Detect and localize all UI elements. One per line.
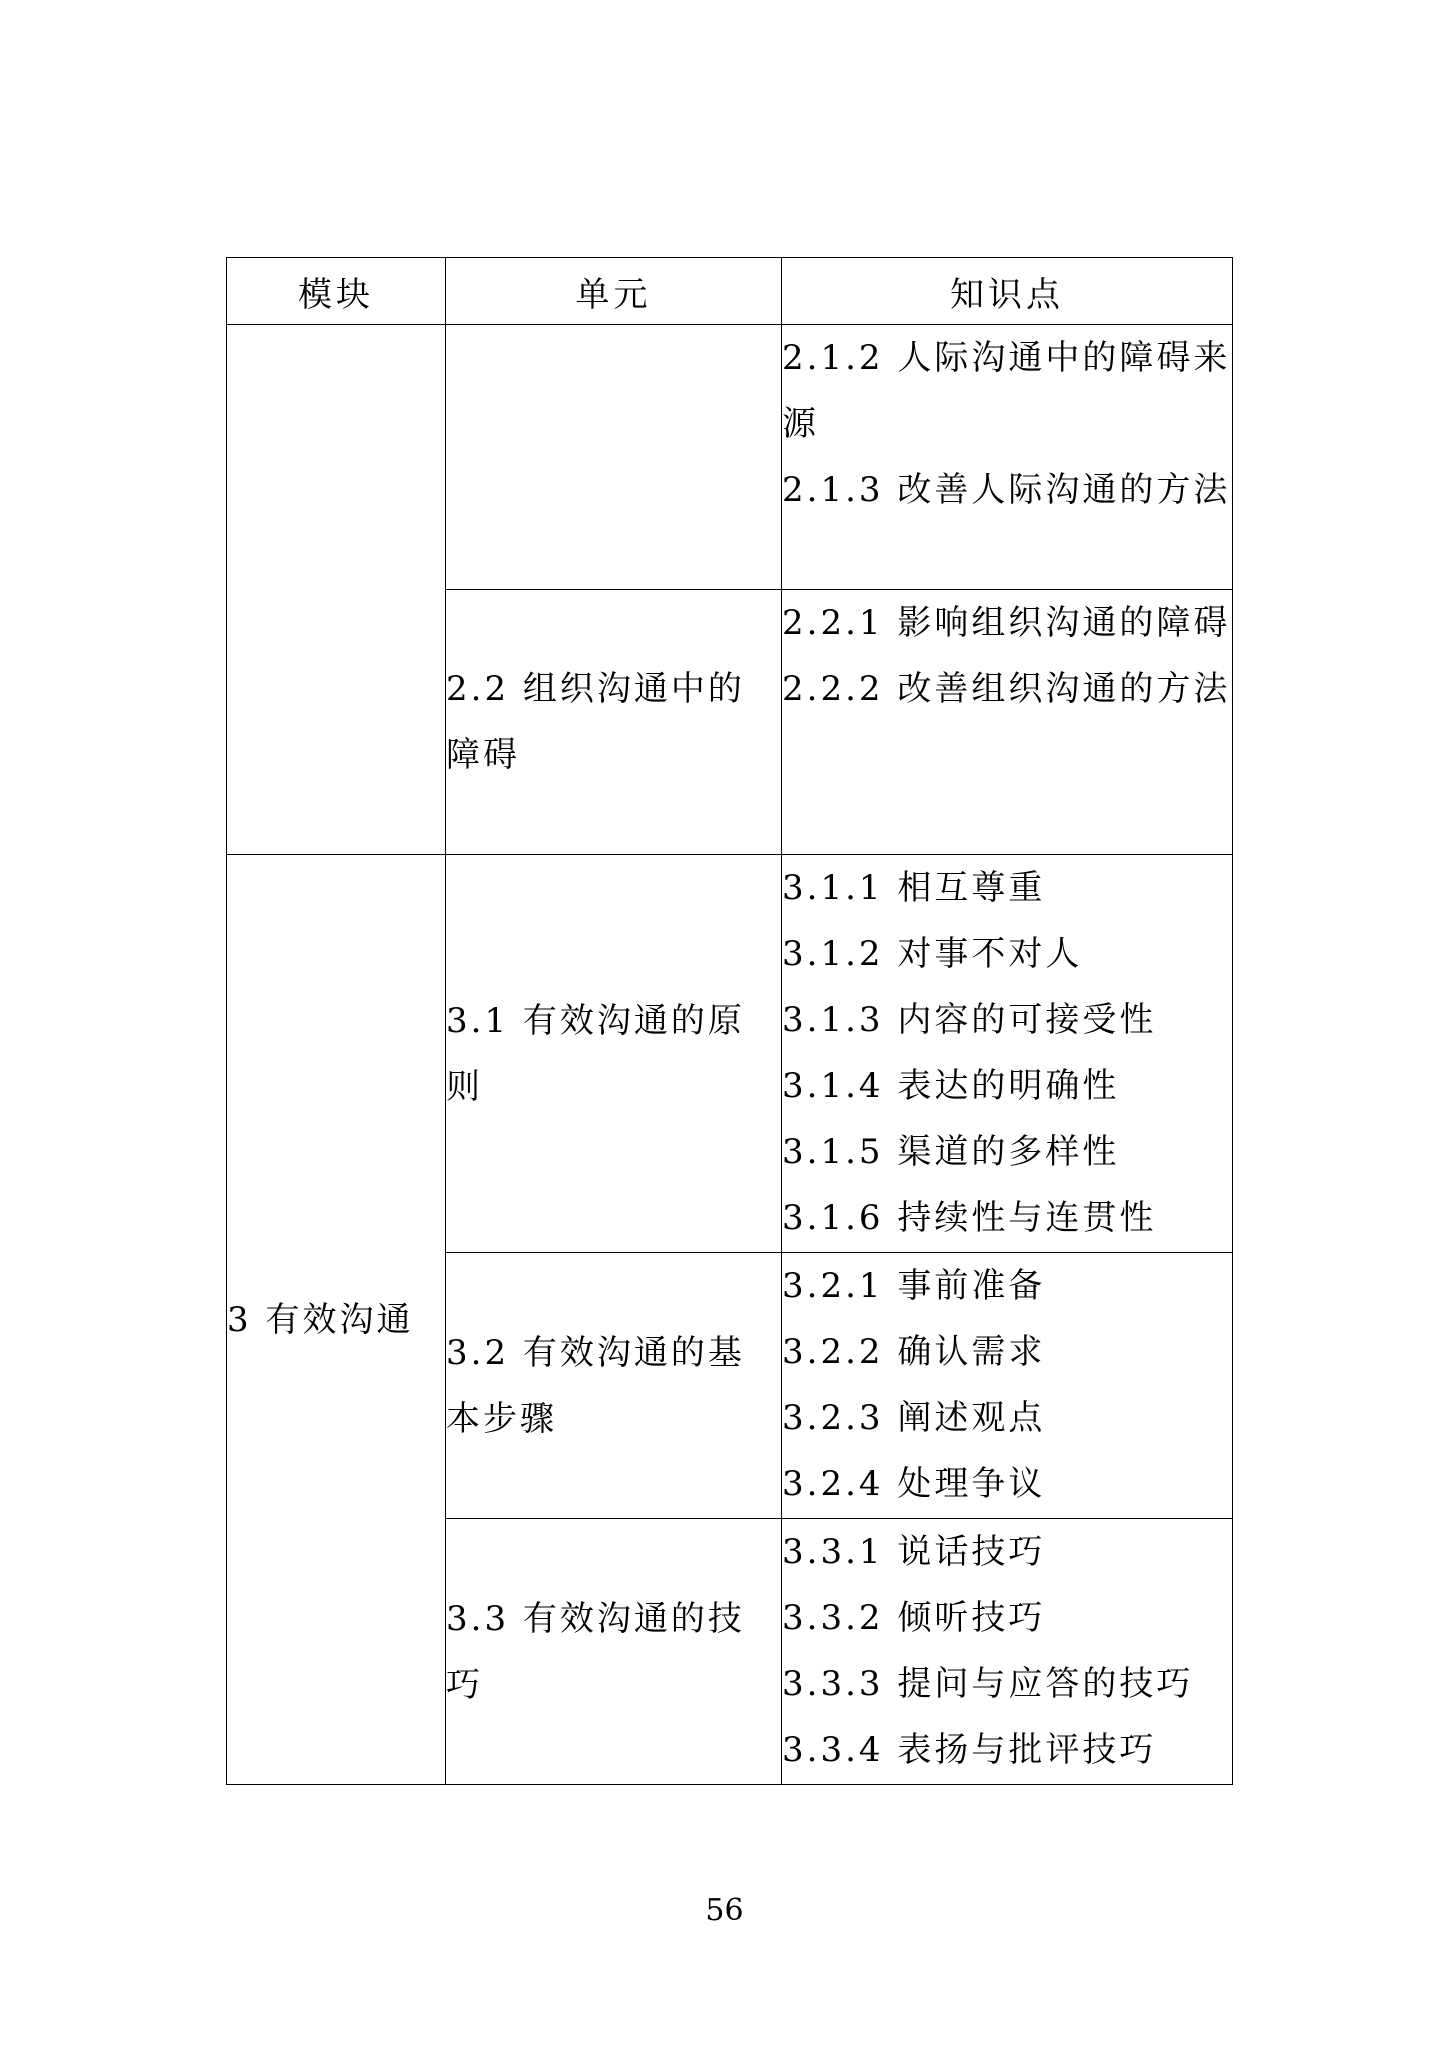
knowledge-point: 2.2.1 影响组织沟通的障碍 xyxy=(782,603,1231,643)
table-header-row xyxy=(227,258,1233,325)
unit-cell xyxy=(446,1519,782,1785)
curriculum-table xyxy=(226,257,1233,1785)
knowledge-point: 3.2.4 处理争议 xyxy=(782,1464,1046,1504)
header-unit: 单元 xyxy=(446,258,782,325)
knowledge-point: 3.3.2 倾听技巧 xyxy=(782,1598,1046,1638)
knowledge-point: 3.3.1 说话技巧 xyxy=(782,1532,1046,1572)
unit-cell-continued xyxy=(446,325,782,590)
knowledge-point: 3.3.3 提问与应答的技巧 xyxy=(782,1664,1194,1704)
knowledge-cell xyxy=(782,325,1233,590)
knowledge-point: 3.1.6 持续性与连贯性 xyxy=(782,1198,1157,1238)
knowledge-point: 3.2.3 阐述观点 xyxy=(782,1398,1046,1438)
knowledge-point: 3.3.4 表扬与批评技巧 xyxy=(782,1730,1157,1770)
knowledge-cell xyxy=(782,590,1233,855)
table-row xyxy=(227,325,1233,590)
header-knowledge: 知识点 xyxy=(782,258,1233,325)
knowledge-cell xyxy=(782,1519,1233,1785)
knowledge-point: 2.1.2 人际沟通中的障碍来源 xyxy=(782,338,1231,444)
unit-name: 3.1 有效沟通的原则 xyxy=(446,1000,745,1107)
knowledge-point: 3.1.2 对事不对人 xyxy=(782,934,1083,974)
knowledge-point: 2.1.3 改善人际沟通的方法 xyxy=(782,470,1231,510)
page-number: 56 xyxy=(705,1893,744,1928)
knowledge-point: 3.1.1 相互尊重 xyxy=(782,868,1046,908)
header-module: 模块 xyxy=(227,258,446,325)
unit-cell xyxy=(446,1253,782,1519)
unit-name: 3.2 有效沟通的基本步骤 xyxy=(446,1332,745,1439)
unit-name: 3.3 有效沟通的技巧 xyxy=(446,1598,745,1705)
unit-name: 2.2 组织沟通中的障碍 xyxy=(446,669,745,775)
table-row xyxy=(227,855,1233,1253)
knowledge-point: 3.1.4 表达的明确性 xyxy=(782,1066,1120,1106)
knowledge-point: 3.1.3 内容的可接受性 xyxy=(782,1000,1157,1040)
module-cell xyxy=(227,855,446,1785)
knowledge-point: 2.2.2 改善组织沟通的方法 xyxy=(782,669,1231,709)
knowledge-cell xyxy=(782,855,1233,1253)
module-name: 3 有效沟通 xyxy=(227,1299,414,1340)
knowledge-cell xyxy=(782,1253,1233,1519)
unit-cell xyxy=(446,855,782,1253)
unit-cell xyxy=(446,590,782,855)
knowledge-point: 3.2.1 事前准备 xyxy=(782,1266,1046,1306)
module-cell-continued xyxy=(227,325,446,855)
knowledge-point: 3.2.2 确认需求 xyxy=(782,1332,1046,1372)
knowledge-point: 3.1.5 渠道的多样性 xyxy=(782,1132,1120,1172)
